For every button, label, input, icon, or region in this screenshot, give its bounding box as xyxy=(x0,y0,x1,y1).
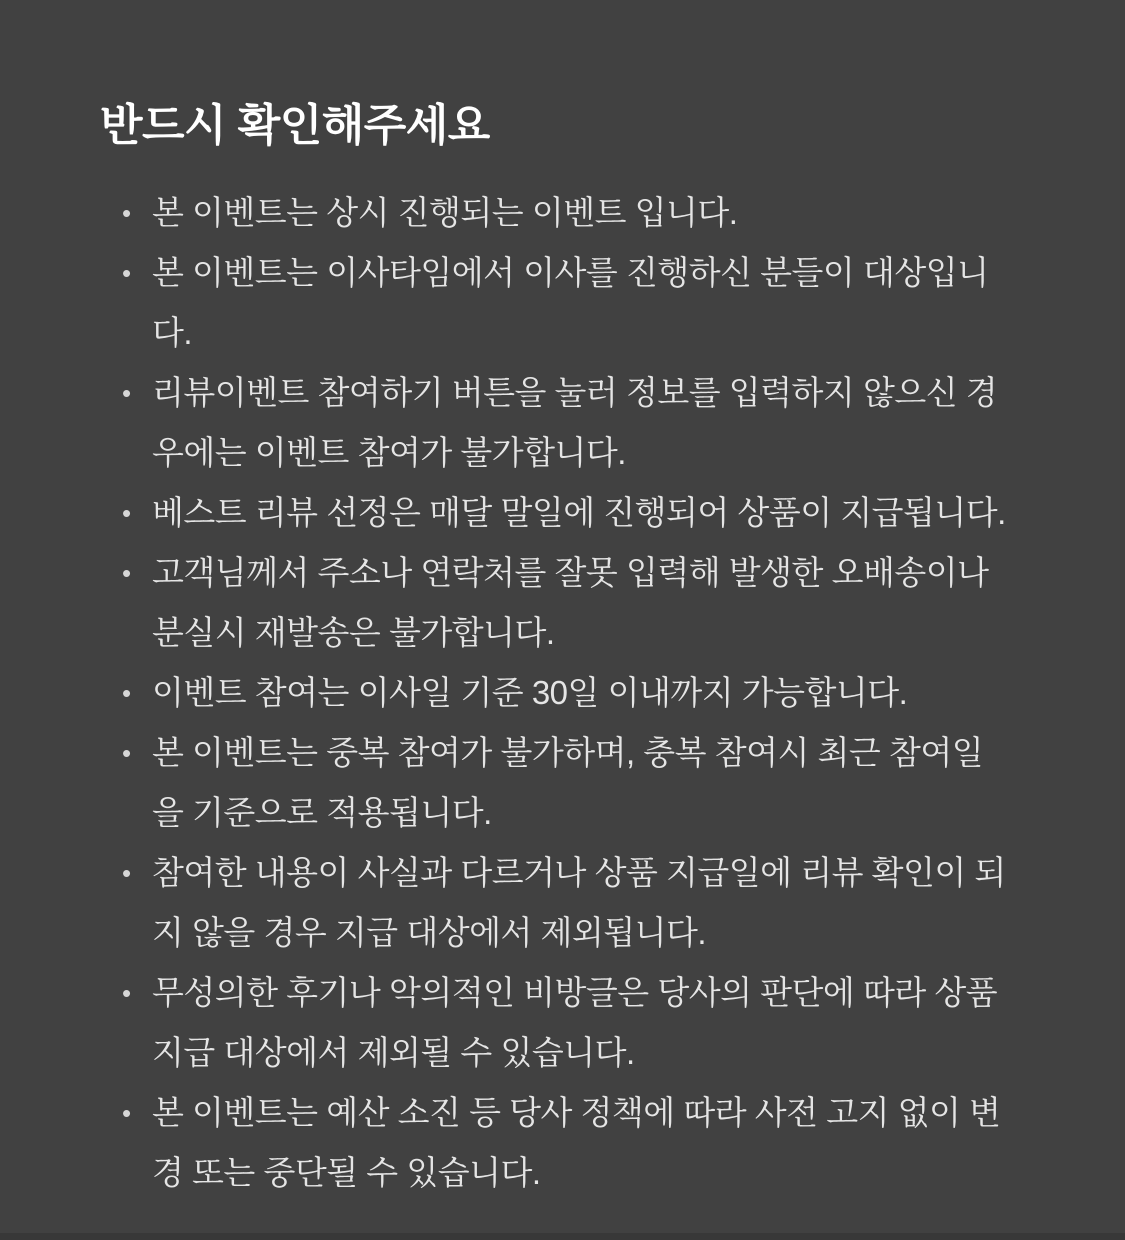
notice-item: • 참여한 내용이 사실과 다르거나 상품 지급일에 리뷰 확인이 되지 않을 경우 지급 대상에서 제외됩니다. xyxy=(100,843,1013,963)
notice-item: • 본 이벤트는 상시 진행되는 이벤트 입니다. xyxy=(100,183,1013,243)
notice-item: • 무성의한 후기나 악의적인 비방글은 당사의 판단에 따라 상품 지급 대상에서 제외될 수 있습니다. xyxy=(100,963,1013,1083)
notice-item: • 베스트 리뷰 선정은 매달 말일에 진행되어 상품이 지급됩니다. xyxy=(100,483,1013,543)
notice-item: • 이벤트 참여는 이사일 기준 30일 이내까지 가능합니다. xyxy=(100,663,1013,723)
notice-list xyxy=(100,183,1013,1203)
notice-item: • 본 이벤트는 중복 참여가 불가하며, 충복 참여시 최근 참여일을 기준으로 적용됩니다. xyxy=(100,723,1013,843)
notice-item: • 본 이벤트는 예산 소진 등 당사 정책에 따라 사전 고지 없이 변경 또는 중단될 수 있습니다. xyxy=(100,1083,1013,1203)
notice-title: 반드시 확인해주세요 xyxy=(100,101,490,150)
notice-item: • 리뷰이벤트 참여하기 버튼을 눌러 정보를 입력하지 않으신 경우에는 이벤트 참여가 불가합니다. xyxy=(100,363,1013,483)
notice-item: • 고객님께서 주소나 연락처를 잘못 입력해 발생한 오배송이나 분실시 재발송은 불가합니다. xyxy=(100,543,1013,663)
notice-item: • 본 이벤트는 이사타임에서 이사를 진행하신 분들이 대상입니다. xyxy=(100,243,1013,363)
bottom-section-divider xyxy=(0,1233,1125,1240)
